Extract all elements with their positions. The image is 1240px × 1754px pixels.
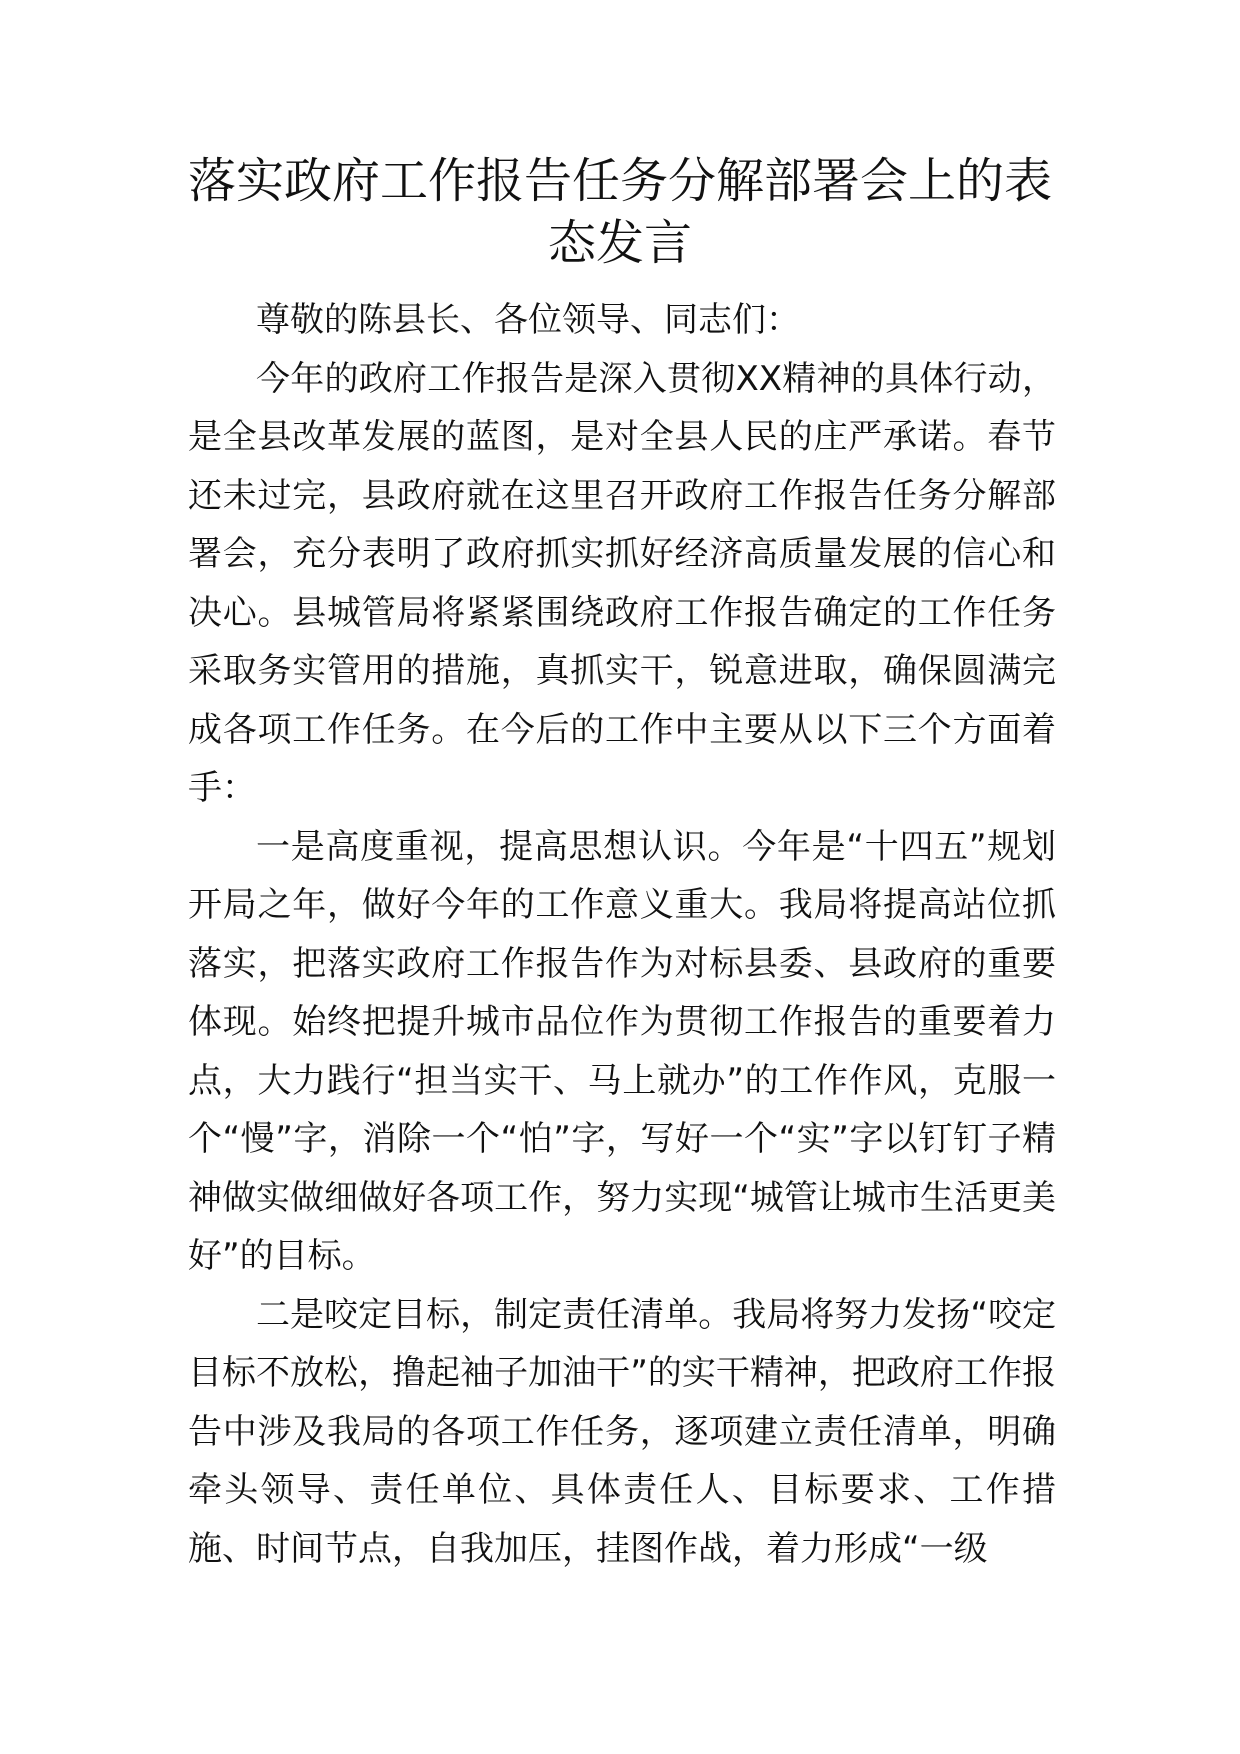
paragraph-point-two: 二是咬定目标，制定责任清单。我局将努力发扬“咬定目标不放松，撸起袖子加油干”的实干精神，把政府工作报告中涉及我局的各项工作任务，逐项建立责任清单，明确牵头领导、责任单位、具体责任人、目标要求、工作措施、时间节点，自我加压，挂图作战，着力形成“一级 — [188, 1294, 1056, 1569]
document-title: 落实政府工作报告任务分解部署会上的表态发言 — [187, 153, 1052, 271]
salutation: 尊敬的陈县长、各位领导、同志们： — [256, 300, 800, 340]
document-body — [188, 291, 1056, 1578]
paragraph-intro: 今年的政府工作报告是深入贯彻XX精神的具体行动，是全县改革发展的蓝图，是对全县人民的庄严承诺。春节还未过完，县政府就在这里召开政府工作报告任务分解部署会，充分表明了政府抓实抓好经济高质量发展的信心和决心。县城管局将紧紧围绕政府工作报告确定的工作任务采取务实管用的措施，真抓实干，锐意进取，确保圆满完成各项工作任务。在今后的工作中主要从以下三个方面着手： — [188, 358, 1056, 808]
paragraph-point-one: 一是高度重视，提高思想认识。今年是“十四五”规划开局之年，做好今年的工作意义重大。我局将提高站位抓落实，把落实政府工作报告作为对标县委、县政府的重要体现。始终把提升城市品位作为贯彻工作报告的重要着力点，大力践行“担当实干、马上就办”的工作作风，克服一个“慢”字，消除一个“怕”字，写好一个“实”字以钉钉子精神做实做细做好各项工作，努力实现“城管让城市生活更美好”的目标。 — [188, 826, 1056, 1276]
